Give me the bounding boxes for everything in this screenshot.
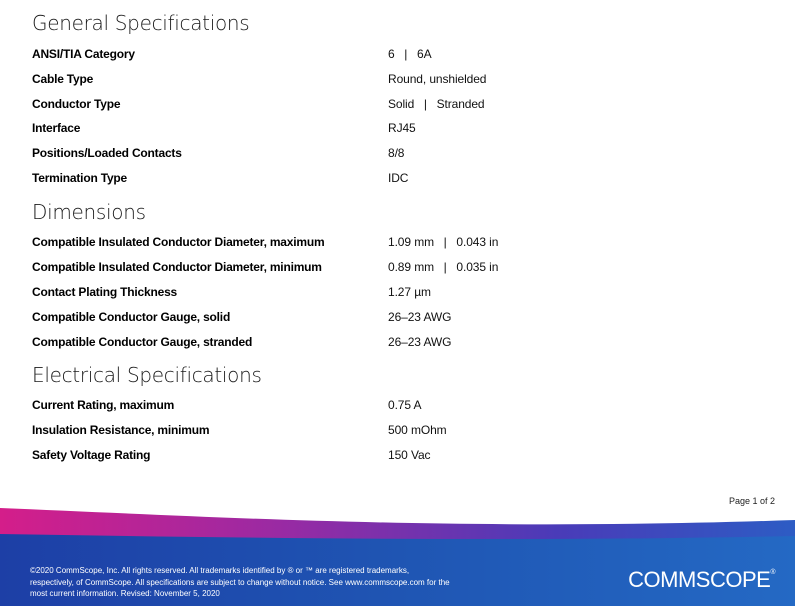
- spec-value: 150 Vac: [388, 448, 431, 462]
- spec-row: [0, 259, 795, 284]
- spec-row: [0, 447, 795, 472]
- spec-value: 0.75 A: [388, 398, 422, 412]
- spec-row: [0, 46, 795, 71]
- spec-value: 1.27 µm: [388, 285, 431, 299]
- spec-label: Current Rating, maximum: [32, 398, 175, 412]
- spec-row: [0, 309, 795, 334]
- spec-label: Compatible Conductor Gauge, stranded: [32, 335, 253, 349]
- spec-row: [0, 96, 795, 121]
- spec-value: RJ45: [388, 121, 416, 135]
- spec-label: Contact Plating Thickness: [32, 285, 178, 299]
- logo-text: COMMSCOPE: [628, 567, 771, 592]
- registered-mark: ®: [770, 569, 775, 576]
- spec-label: Cable Type: [32, 72, 94, 86]
- spec-row: [0, 145, 795, 170]
- spec-label: Compatible Insulated Conductor Diameter, minimum: [32, 260, 322, 274]
- spec-label: Conductor Type: [32, 97, 121, 111]
- spec-value: 0.89 mm | 0.035 in: [388, 260, 499, 274]
- spec-row: [0, 284, 795, 309]
- spec-label: ANSI/TIA Category: [32, 47, 135, 61]
- page-number: Page 1 of 2: [728, 496, 775, 506]
- spec-label: Compatible Conductor Gauge, solid: [32, 310, 231, 324]
- spec-row: [0, 120, 795, 145]
- footer-line: ©2020 CommScope, Inc. All rights reserved. All trademarks identified by ® or ™ are registered trademarks,: [30, 566, 410, 575]
- spec-row: [0, 170, 795, 195]
- spec-value: 500 mOhm: [388, 423, 447, 437]
- spec-label: Positions/Loaded Contacts: [32, 146, 182, 160]
- spec-value: 26–23 AWG: [388, 310, 452, 324]
- footer-legal-text: [30, 565, 550, 600]
- section-title: Electrical Specifications: [32, 363, 262, 387]
- spec-label: Termination Type: [32, 171, 128, 185]
- spec-row: [0, 234, 795, 259]
- spec-label: Interface: [32, 121, 81, 135]
- spec-label: Safety Voltage Rating: [32, 448, 151, 462]
- spec-label: Compatible Insulated Conductor Diameter, maximum: [32, 235, 325, 249]
- spec-label: Insulation Resistance, minimum: [32, 423, 210, 437]
- footer-line: most current information. Revised: November 5, 2020: [30, 589, 220, 598]
- section-title: Dimensions: [32, 200, 146, 224]
- footer-line: respectively, of CommScope. All specifications are subject to change without notice. See www.commscope.com for the: [30, 577, 450, 587]
- spec-row: [0, 71, 795, 96]
- spec-row: [0, 397, 795, 422]
- spec-value: IDC: [388, 171, 409, 185]
- spec-value: Solid | Stranded: [388, 97, 485, 111]
- commscope-logo: [628, 567, 775, 593]
- section-title: General Specifications: [32, 11, 250, 35]
- spec-value: 6 | 6A: [388, 47, 432, 61]
- spec-value: 8/8: [388, 146, 405, 160]
- spec-value: 26–23 AWG: [388, 335, 452, 349]
- spec-value: Round, unshielded: [388, 72, 487, 86]
- spec-row: [0, 334, 795, 359]
- spec-row: [0, 422, 795, 447]
- spec-value: 1.09 mm | 0.043 in: [388, 235, 499, 249]
